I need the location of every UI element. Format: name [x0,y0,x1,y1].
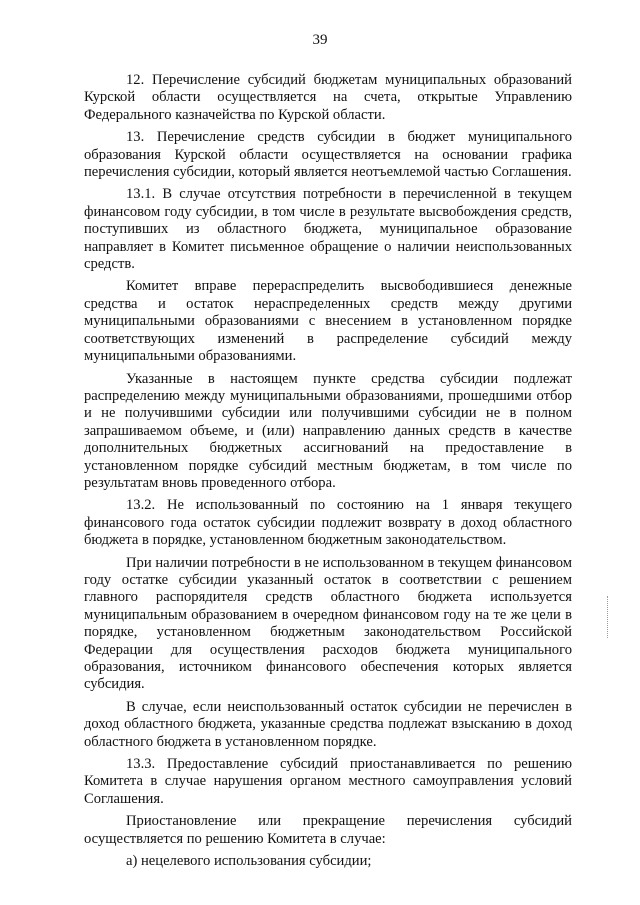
page-number: 39 [312,32,328,48]
paragraph-committee-redistribution: Комитет вправе перераспределить высвободившиеся денежные средства и остаток нераспределенных средств между другими муниципальными образованиями с внесением в установленном порядке соответствующих изменений в распределение субсидий между муниципальными образованиями. [84,278,572,365]
paragraph-13-3: 13.3. Предоставление субсидий приостанавливается по решению Комитета в случае нарушения органом местного самоуправления условий Соглашения. [84,756,572,807]
paragraph-remaining-balance-use: При наличии потребности в не использованном в текущем финансовом году остатке субсидии указанный остаток в соответствии с решением главного распорядителя средств областного бюджета используется муниципальным образованием в очередном финансовом году на те же цели в порядке, установленном бюджетным законодательством Российской Федерации для осуществления расходов бюджета муниципального образования, источником финансового обеспечения которых является субсидия. [84,554,572,693]
document-body [84,72,572,875]
paragraph-13: 13. Перечисление средств субсидии в бюджет муниципального образования Курской области осуществляется на основании графика перечисления субсидии, который является неотъемлемой частью Соглашения. [84,129,572,181]
paragraph-12: 12. Перечисление субсидий бюджетам муниципальных образований Курской области осуществляется на счета, открытые Управлению Федерального казначейства по Курской области. [84,72,572,123]
paragraph-funds-distribution: Указанные в настоящем пункте средства субсидии подлежат распределению между муниципальными образованиями, прошедшими отбор и не получившими субсидии или получившими субсидии не в полном запрашиваемом объеме, и (или) направлению данных средств в качестве дополнительных бюджетных ассигнований на предоставление в установленном порядке субсидий местным бюджетам, в том числе по результатам вновь проведенного отбора. [84,370,572,491]
paragraph-item-a: а) нецелевого использования субсидии; [126,853,372,870]
paragraph-suspension: Приостановление или прекращение перечисления субсидий осуществляется по решению Комитета в случае: [84,813,572,847]
margin-scan-mark [607,596,611,638]
paragraph-recovery: В случае, если неиспользованный остаток субсидии не перечислен в доход областного бюджета, указанные средства подлежат взысканию в доход областного бюджета в установленном порядке. [84,698,572,750]
paragraph-13-2: 13.2. Не использованный по состоянию на 1 января текущего финансового года остаток субсидии подлежит возврату в доход областного бюджета в порядке, установленном бюджетным законодательством. [84,497,572,549]
paragraph-13-1: 13.1. В случае отсутствия потребности в перечисленной в текущем финансовом году субсидии, в том числе в результате высвобождения средств, поступивших из областного бюджета, муниципальное образование направляет в Комитет письменное обращение о наличии неиспользованных средств. [84,186,572,273]
